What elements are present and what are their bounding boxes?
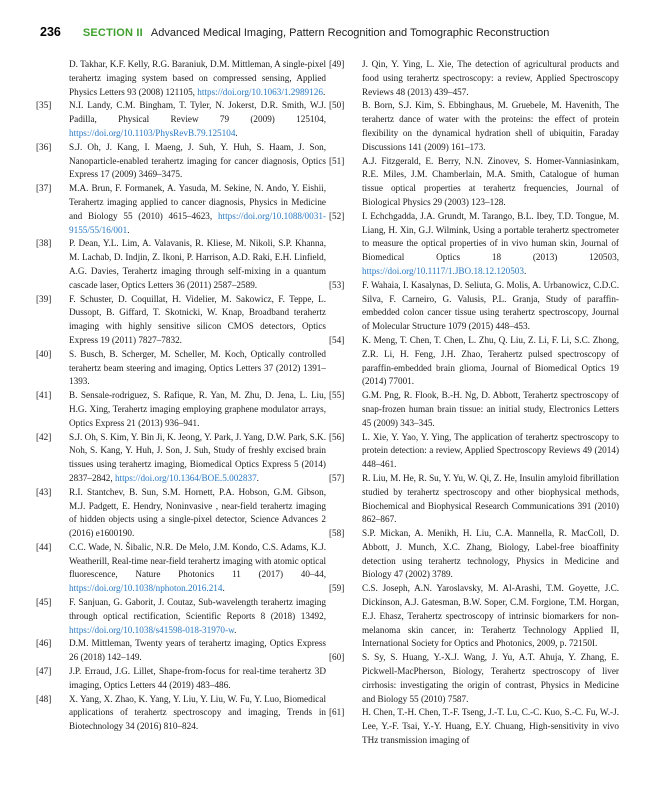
doi-link[interactable]: https://doi.org/10.1103/PhysRevB.79.125104 <box>69 127 236 138</box>
reference-item <box>36 182 326 237</box>
reference-text: D. Takhar, K.F. Kelly, R.G. Baraniuk, D.M. Mittleman, A single-pixel terahertz imaging system based on compressed sensing, Applied Physics Letters 93 (2008) 121105, <box>69 59 326 97</box>
reference-number: [43] <box>36 486 52 497</box>
reference-text: M.A. Brun, F. Formanek, A. Yasuda, M. Sekine, N. Ando, Y. Eishii, Terahertz imaging applied to cancer diagnosis, Physics in Medicine and Biology 55 (2010) 4615–4623, <box>69 183 326 221</box>
running-header <box>40 25 615 43</box>
reference-number: [48] <box>36 693 52 704</box>
reference-end-punctuation: . <box>322 86 326 97</box>
reference-end-punctuation: . <box>222 583 225 594</box>
reference-item <box>329 334 619 389</box>
reference-number: [36] <box>36 141 52 152</box>
right-reference-column <box>329 58 619 793</box>
reference-text: D.M. Mittleman, Twenty years of terahertz imaging, Optics Express 26 (2018) 142–149. <box>69 638 326 663</box>
section-label: SECTION II <box>82 27 143 39</box>
reference-item <box>36 348 326 389</box>
reference-item <box>329 99 619 154</box>
reference-text: R.I. Stantchev, B. Sun, S.M. Hornett, P.A. Hobson, G.M. Gibson, M.J. Padgett, E. Hendry, Noninvasive , near-field terahertz imaging of hidden objects using a single-pixel detector, Science Advances 2 (2016) e1600190. <box>69 486 326 539</box>
reference-number: [35] <box>36 100 52 111</box>
doi-link[interactable]: https://doi.org/10.1063/1.2989126 <box>197 86 323 97</box>
reference-item <box>329 706 619 747</box>
reference-number: [49] <box>329 59 345 69</box>
reference-item <box>36 486 326 541</box>
reference-number: [50] <box>329 100 345 111</box>
reference-number: [57] <box>329 472 345 483</box>
reference-end-punctuation: . <box>523 265 527 276</box>
reference-number: [61] <box>329 707 345 718</box>
reference-number: [39] <box>36 293 52 304</box>
reference-text: G.M. Png, R. Flook, B.-H. Ng, D. Abbott, Terahertz spectroscopy of snap-frozen human brain tissue: an initial study, Electronics Letters 45 (2009) 343–345. <box>362 390 619 428</box>
reference-item <box>329 279 619 334</box>
reference-text: B. Sensale-rodriguez, S. Rafique, R. Yan, M. Zhu, D. Jena, L. Liu, H.G. Xing, Terahertz imaging employing graphene modulator arrays, Optics Express 21 (2013) 936–941. <box>69 390 326 428</box>
reference-text: S.J. Oh, S. Kim, Y. Bin Ji, K. Jeong, Y. Park, J. Yang, D.W. Park, S.K. Noh, S. Kang, Y. Huh, J. Son, J. Suh, Study of freshly excised brain tissues using terahertz imaging, Biomedical Optics Express 5 (2014) 2837–2842, <box>69 431 326 483</box>
reference-text: J.P. Erraud, J.G. Lillet, Shape-from-focus for real-time terahertz 3D imaging, Optics Letters 44 (2019) 483–486. <box>69 666 326 690</box>
reference-text: N.I. Landy, C.M. Bingham, T. Tyler, N. Jokerst, D.R. Smith, W.J. Padilla, Physical Review 79 (2009) 125104, <box>69 100 326 125</box>
reference-item <box>329 155 619 210</box>
doi-link[interactable]: https://doi.org/10.1117/1.JBO.18.12.120503 <box>362 265 524 276</box>
reference-text: S.P. Mickan, A. Menikh, H. Liu, C.A. Mannella, R. MacColl, D. Abbott, J. Munch, X.C. Zhang, Biology, Label-free bioaffinity detection using terahertz technology, Physics in Medicine and Biology 47 (2002) 3789. <box>362 528 619 580</box>
reference-item <box>329 431 619 472</box>
reference-item <box>329 389 619 430</box>
reference-text: S. Sy, S. Huang, Y.-X.J. Wang, J. Yu, A.T. Ahuja, Y. Zhang, E. Pickwell-MacPherson, Biology, Terahertz spectroscopy of liver cirrhosis: investigating the origin of contrast, Physics in Medicine and Biology 55 (2010) 7587. <box>362 652 619 704</box>
reference-text: S. Busch, B. Scherger, M. Scheller, M. Koch, Optically controlled terahertz beam steering and imaging, Optics Letters 37 (2012) 1391–1393. <box>69 348 326 387</box>
reference-item <box>36 596 326 637</box>
reference-end-punctuation: . <box>127 224 130 235</box>
doi-link[interactable]: https://doi.org/10.1364/BOE.5.002837 <box>114 472 257 483</box>
reference-item <box>36 541 326 596</box>
doi-link[interactable]: https://doi.org/10.1038/s41598-018-31970-w <box>69 624 235 635</box>
reference-item <box>36 389 326 430</box>
reference-item <box>36 693 326 734</box>
reference-item <box>36 237 326 292</box>
reference-item <box>329 527 619 582</box>
reference-number: [58] <box>329 528 345 539</box>
reference-text: A.J. Fitzgerald, E. Berry, N.N. Zinovev, S. Homer-Vanniasinkam, R.E. Miles, J.M. Chamberlain, M.A. Smith, Catalogue of human tissue optical properties at terahertz frequencies, Journal of Biological Physics 29 (2003) 123–128. <box>362 155 619 207</box>
reference-text: S.J. Oh, J. Kang, I. Maeng, J. Suh, Y. Huh, S. Haam, J. Son, Nanoparticle-enabled terahertz imaging for cancer diagnosis, Optics Express 17 (2009) 3469–3475. <box>69 141 326 180</box>
reference-number: [44] <box>36 541 52 552</box>
reference-text: L. Xie, Y. Yao, Y. Ying, The application of terahertz spectroscopy to protein detection: a review, Applied Spectroscopy Reviews 49 (2014) 448–461. <box>362 431 619 470</box>
chapter-title: Advanced Medical Imaging, Pattern Recognition and Tomographic Reconstruction <box>150 27 550 39</box>
reference-text: J. Qin, Y. Ying, L. Xie, The detection of agricultural products and food using terahertz spectroscopy: a review, Applied Spectroscopy Reviews 48 (2013) 439–457. <box>362 59 619 97</box>
reference-number: [37] <box>36 183 52 194</box>
reference-item <box>36 58 326 99</box>
reference-number: [47] <box>36 666 52 677</box>
reference-item <box>329 210 619 279</box>
reference-text: C.C. Wade, N. Šibalic, N.R. De Melo, J.M. Kondo, C.S. Adams, K.J. Weatherill, Real-time near-field terahertz imaging with atomic optical fluorescence, Nature Photonics 11 (2017) 40–44, <box>69 541 326 580</box>
doi-link[interactable]: https://doi.org/10.1038/nphoton.2016.214 <box>69 583 223 594</box>
reference-number: [40] <box>36 348 52 359</box>
reference-item <box>329 472 619 527</box>
reference-number: [59] <box>329 583 345 594</box>
reference-text: C.S. Joseph, A.N. Yaroslavsky, M. Al-Arashi, T.M. Goyette, J.C. Dickinson, A.J. Gatesman, B.W. Soper, C.M. Forgione, T.M. Horgan, E.J. Ehasz, Terahertz spectroscopy of intrinsic biomarkers for non-melanoma skin cancer, in: Terahertz Technology Applied II, International Society for Optics and Photonics, 2009, p. 72150I. <box>362 583 619 649</box>
reference-number: [60] <box>329 652 345 663</box>
reference-number: [38] <box>36 238 52 249</box>
reference-item <box>36 637 326 665</box>
reference-number: [51] <box>329 155 345 166</box>
reference-text: X. Yang, X. Zhao, K. Yang, Y. Liu, Y. Liu, W. Fu, Y. Luo, Biomedical applications of terahertz spectroscopy and imaging, Trends in Biotechnology 34 (2016) 810–824. <box>69 693 326 732</box>
reference-text: F. Wahaia, I. Kasalynas, D. Seliuta, G. Molis, A. Urbanowicz, C.D.C. Silva, F. Carneiro, G. Valusis, P.L. Granja, Study of paraffin-embedded colon cancer tissue using terahertz spectroscopy, Journal of Molecular Structure 1079 (2015) 448–453. <box>362 279 619 332</box>
reference-text: F. Sanjuan, G. Gaborit, J. Coutaz, Sub-wavelength terahertz imaging through optical rectification, Scientific Reports 8 (2018) 13492, <box>69 597 326 621</box>
reference-item <box>36 141 326 182</box>
reference-number: [56] <box>329 431 345 442</box>
reference-number: [52] <box>329 210 345 221</box>
reference-text: I. Echchgadda, J.A. Grundt, M. Tarango, B.L. Ibey, T.D. Tongue, M. Liang, H. Xin, G.J. Wilmink, Using a portable terahertz spectrometer to measure the optical properties of in vivo human skin, Journal of Biomedical Optics 18 (2013) 120503, <box>362 210 619 263</box>
reference-item <box>329 582 619 651</box>
reference-text: B. Born, S.J. Kim, S. Ebbinghaus, M. Gruebele, M. Havenith, The terahertz dance of water with the proteins: the effect of protein flexibility on the dynamical hydration shell of ubiquitin, Faraday Discussions 141 (2009) 161–173. <box>362 100 619 152</box>
reference-text: F. Schuster, D. Coquillat, H. Videlier, M. Sakowicz, F. Teppe, L. Dussopt, B. Giffard, T. Skotnicki, W. Knap, Broadband terahertz imaging with highly sensitive silicon CMOS detectors, Optics Express 19 (2011) 7827–7832. <box>69 293 326 345</box>
reference-end-punctuation: . <box>234 624 237 635</box>
reference-item <box>329 651 619 706</box>
reference-end-punctuation: . <box>235 127 238 138</box>
reference-number: [46] <box>36 638 52 649</box>
reference-number: [42] <box>36 431 52 442</box>
left-reference-column <box>36 58 326 793</box>
reference-number: [41] <box>36 390 52 401</box>
doi-link[interactable]: https://doi.org/10.1088/0031-9155/55/16/001 <box>69 210 326 235</box>
reference-item <box>329 58 619 99</box>
reference-text: K. Meng, T. Chen, T. Chen, L. Zhu, Q. Liu, Z. Li, F. Li, S.C. Zhong, Z.R. Li, H. Feng, J.H. Zhao, Terahertz pulsed spectroscopy of paraffin-embedded brain glioma, Journal of Biomedical Optics 19 (2014) 77001. <box>362 334 619 387</box>
reference-number: [54] <box>329 334 345 345</box>
reference-item <box>36 99 326 140</box>
reference-item <box>36 293 326 348</box>
reference-text: P. Dean, Y.L. Lim, A. Valavanis, R. Kliese, M. Nikoli, S.P. Khanna, M. Lachab, D. Indjin, Z. Ikoni, P. Harrison, A.D. Raki, E.H. Linfield, A.G. Davies, Terahertz imaging through self-mixing in a quantum cascade laser, Optics Letters 36 (2011) 2587–2589. <box>69 238 326 290</box>
reference-item <box>36 431 326 486</box>
reference-text: R. Liu, M. He, R. Su, Y. Yu, W. Qi, Z. He, Insulin amyloid fibrillation studied by terahertz spectroscopy and other biophysical methods, Biochemical and Biophysical Research Communications 391 (2010) 862–867. <box>362 472 619 525</box>
reference-number: [45] <box>36 597 52 608</box>
reference-number: [53] <box>329 279 345 290</box>
reference-number: [55] <box>329 390 345 401</box>
reference-item <box>36 665 326 693</box>
reference-end-punctuation: . <box>256 472 259 483</box>
reference-text: H. Chen, T.-H. Chen, T.-F. Tseng, J.-T. Lu, C.-C. Kuo, S.-C. Fu, W.-J. Lee, Y.-F. Tsai, Y.-Y. Huang, E.Y. Chuang, High-sensitivity in vivo THz transmission imaging of <box>362 707 619 746</box>
page-number: 236 <box>40 25 61 39</box>
